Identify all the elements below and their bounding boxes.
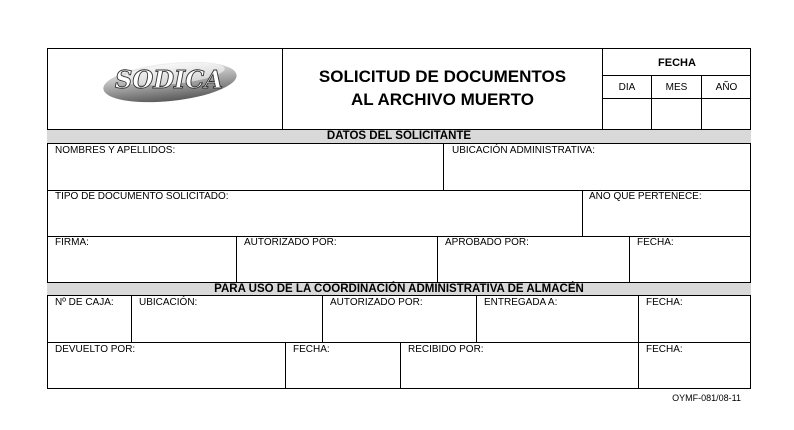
tipo-documento-label: TIPO DE DOCUMENTO SOLICITADO: xyxy=(55,191,229,202)
fecha-label: FECHA: xyxy=(646,344,683,355)
fecha-field[interactable] xyxy=(286,357,399,388)
autorizado-por-label: AUTORIZADO POR: xyxy=(330,297,423,308)
aprobado-por-field[interactable] xyxy=(438,250,628,281)
entregada-a-field[interactable] xyxy=(477,310,637,341)
nombres-apellidos-label: NOMBRES Y APELLIDOS: xyxy=(55,145,176,156)
ubicacion-label: UBICACIÓN: xyxy=(139,297,198,308)
form-code: OYMF-081/08-11 xyxy=(672,393,741,403)
section-datos-solicitante-heading: DATOS DEL SOLICITANTE xyxy=(47,129,751,144)
fecha-label: FECHA: xyxy=(293,344,330,355)
ubicacion-administrativa-field[interactable] xyxy=(444,158,750,189)
fecha-ano-field[interactable] xyxy=(702,99,750,128)
autorizado-por-field[interactable] xyxy=(237,250,436,281)
svg-text:SODICA: SODICA xyxy=(115,65,223,94)
firma-field[interactable] xyxy=(48,250,235,281)
ano-pertenece-field[interactable] xyxy=(583,204,750,235)
tipo-documento-field[interactable] xyxy=(48,204,581,235)
autorizado-por-label: AUTORIZADO POR: xyxy=(244,237,337,248)
fecha-mes-field[interactable] xyxy=(652,99,701,128)
ubicacion-administrativa-label: UBICACIÓN ADMINISTRATIVA: xyxy=(452,145,595,156)
sodica-logo xyxy=(95,55,245,107)
devuelto-por-label: DEVUELTO POR: xyxy=(55,344,136,355)
numero-caja-field[interactable] xyxy=(48,310,130,341)
ubicacion-field[interactable] xyxy=(132,310,321,341)
autorizado-por-field[interactable] xyxy=(323,310,475,341)
fecha-divider xyxy=(602,75,751,76)
nombres-apellidos-field[interactable] xyxy=(48,158,442,189)
entregada-a-label: ENTREGADA A: xyxy=(484,297,558,308)
fecha-mes-label: MES xyxy=(665,82,688,93)
form-title-line2: AL ARCHIVO MUERTO xyxy=(351,90,534,109)
fecha-label: FECHA: xyxy=(646,297,683,308)
fecha-label: FECHA: xyxy=(637,237,674,248)
numero-caja-label: Nº DE CAJA: xyxy=(55,297,114,308)
recibido-por-field[interactable] xyxy=(401,357,637,388)
firma-label: FIRMA: xyxy=(55,237,89,248)
recibido-por-label: RECIBIDO POR: xyxy=(408,344,484,355)
ano-pertenece-label: AÑO QUE PERTENECE: xyxy=(589,191,702,202)
devuelto-por-field[interactable] xyxy=(48,357,284,388)
aprobado-por-label: APROBADO POR: xyxy=(445,237,529,248)
form-title-line1: SOLICITUD DE DOCUMENTOS xyxy=(318,67,567,86)
fecha-dia-label: DIA xyxy=(618,82,636,93)
fecha-field[interactable] xyxy=(630,250,750,281)
fecha-ano-label: AÑO xyxy=(715,82,738,93)
fecha-field[interactable] xyxy=(639,310,750,341)
fecha-field[interactable] xyxy=(639,357,750,388)
fecha-dia-field[interactable] xyxy=(603,99,651,128)
header-fecha-label: FECHA xyxy=(658,57,696,69)
row-divider xyxy=(47,342,751,343)
section-coordinacion-heading: PARA USO DE LA COORDINACIÓN ADMINISTRATIVA DE ALMACÉN xyxy=(47,282,751,296)
